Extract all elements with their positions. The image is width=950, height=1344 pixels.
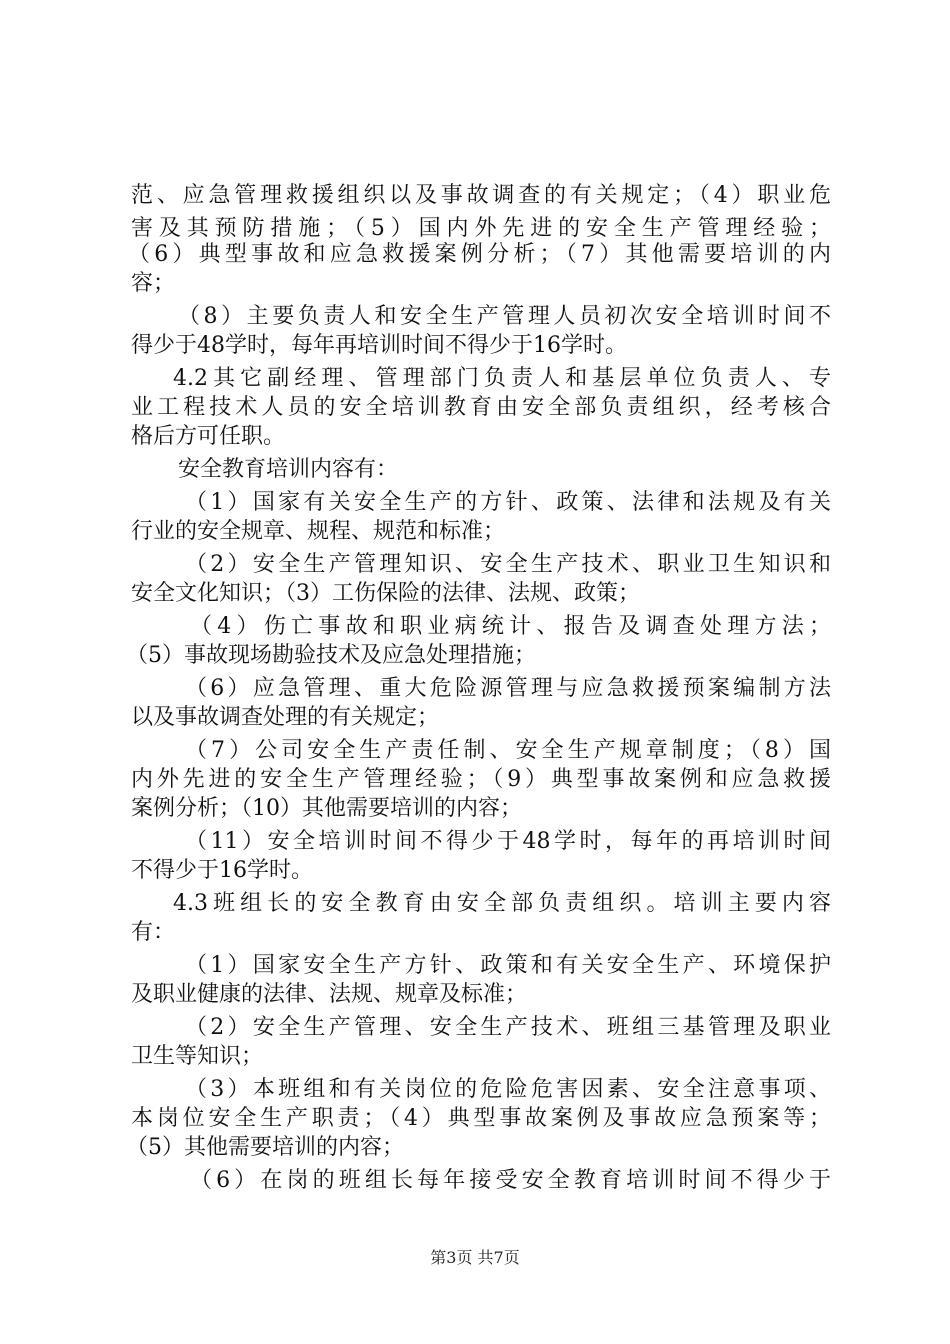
text-line: 有：: [131, 920, 176, 945]
text-line: （6）在岗的班组长每年接受安全教育培训时间不得少于: [190, 1168, 831, 1193]
text-line: 内外先进的安全生产管理经验；（9）典型事故案例和应急救援: [131, 767, 831, 792]
text-line: 行业的安全规章、规程、规范和标准；: [131, 519, 506, 544]
text-line: （8）主要负责人和安全生产管理人员初次安全培训时间不: [178, 304, 831, 329]
text-line: 4.3班组长的安全教育由安全部负责组织。培训主要内容: [173, 891, 831, 916]
text-line: （6）应急管理、重大危险源管理与应急救援预案编制方法: [185, 676, 831, 701]
text-line: （3）本班组和有关岗位的危险危害因素、安全注意事项、: [185, 1077, 831, 1102]
text-line: 案例分析；（10）其他需要培训的内容；: [131, 796, 522, 821]
text-line: 以及事故调查处理的有关规定；: [131, 705, 440, 730]
text-line: 容；: [131, 271, 176, 296]
text-line: （11）安全培训时间不得少于48学时，每年的再培训时间: [185, 829, 831, 854]
text-line: 业工程技术人员的安全培训教育由安全部负责组织，经考核合: [131, 395, 831, 420]
text-line: （1）国家安全生产方针、政策和有关安全生产、环境保护: [185, 953, 831, 978]
text-line: 本岗位安全生产职责；（4）典型事故案例及事故应急预案等；: [131, 1106, 831, 1131]
text-line: 害及其预防措施；（5）国内外先进的安全生产管理经验；: [131, 216, 831, 241]
text-line: （1）国家有关安全生产的方针、政策、法律和法规及有关: [185, 490, 831, 515]
text-line: 得少于48学时，每年再培训时间不得少于16学时。: [131, 333, 627, 358]
text-line: 4.2其它副经理、管理部门负责人和基层单位负责人、专: [173, 366, 831, 391]
text-line: 及职业健康的法律、法规、规章及标准；: [131, 982, 528, 1007]
text-line: （6）典型事故和应急救援案例分析；（7）其他需要培训的内: [128, 242, 831, 267]
text-line: （5）事故现场勘验技术及应急处理措施；: [126, 643, 536, 668]
text-line: 安全教育培训内容有：: [178, 457, 399, 482]
text-line: （2）安全生产管理知识、安全生产技术、职业卫生知识和: [185, 552, 831, 577]
page-number: 第3页 共7页: [430, 1248, 520, 1267]
text-line: （4）伤亡事故和职业病统计、报告及调查处理方法；: [190, 614, 831, 639]
text-line: （7）公司安全生产责任制、安全生产规章制度；（8）国: [185, 738, 831, 763]
text-line: 不得少于16学时。: [131, 858, 313, 883]
text-line: 安全文化知识；（3）工伤保险的法律、法规、政策；: [131, 581, 640, 606]
text-line: 格后方可任职。: [131, 424, 286, 449]
text-line: 范、应急管理救援组织以及事故调查的有关规定；（4）职业危: [131, 183, 831, 208]
text-line: （5）其他需要培训的内容；: [126, 1135, 404, 1160]
text-line: （2）安全生产管理、安全生产技术、班组三基管理及职业: [185, 1015, 831, 1040]
text-line: 卫生等知识；: [131, 1044, 264, 1069]
